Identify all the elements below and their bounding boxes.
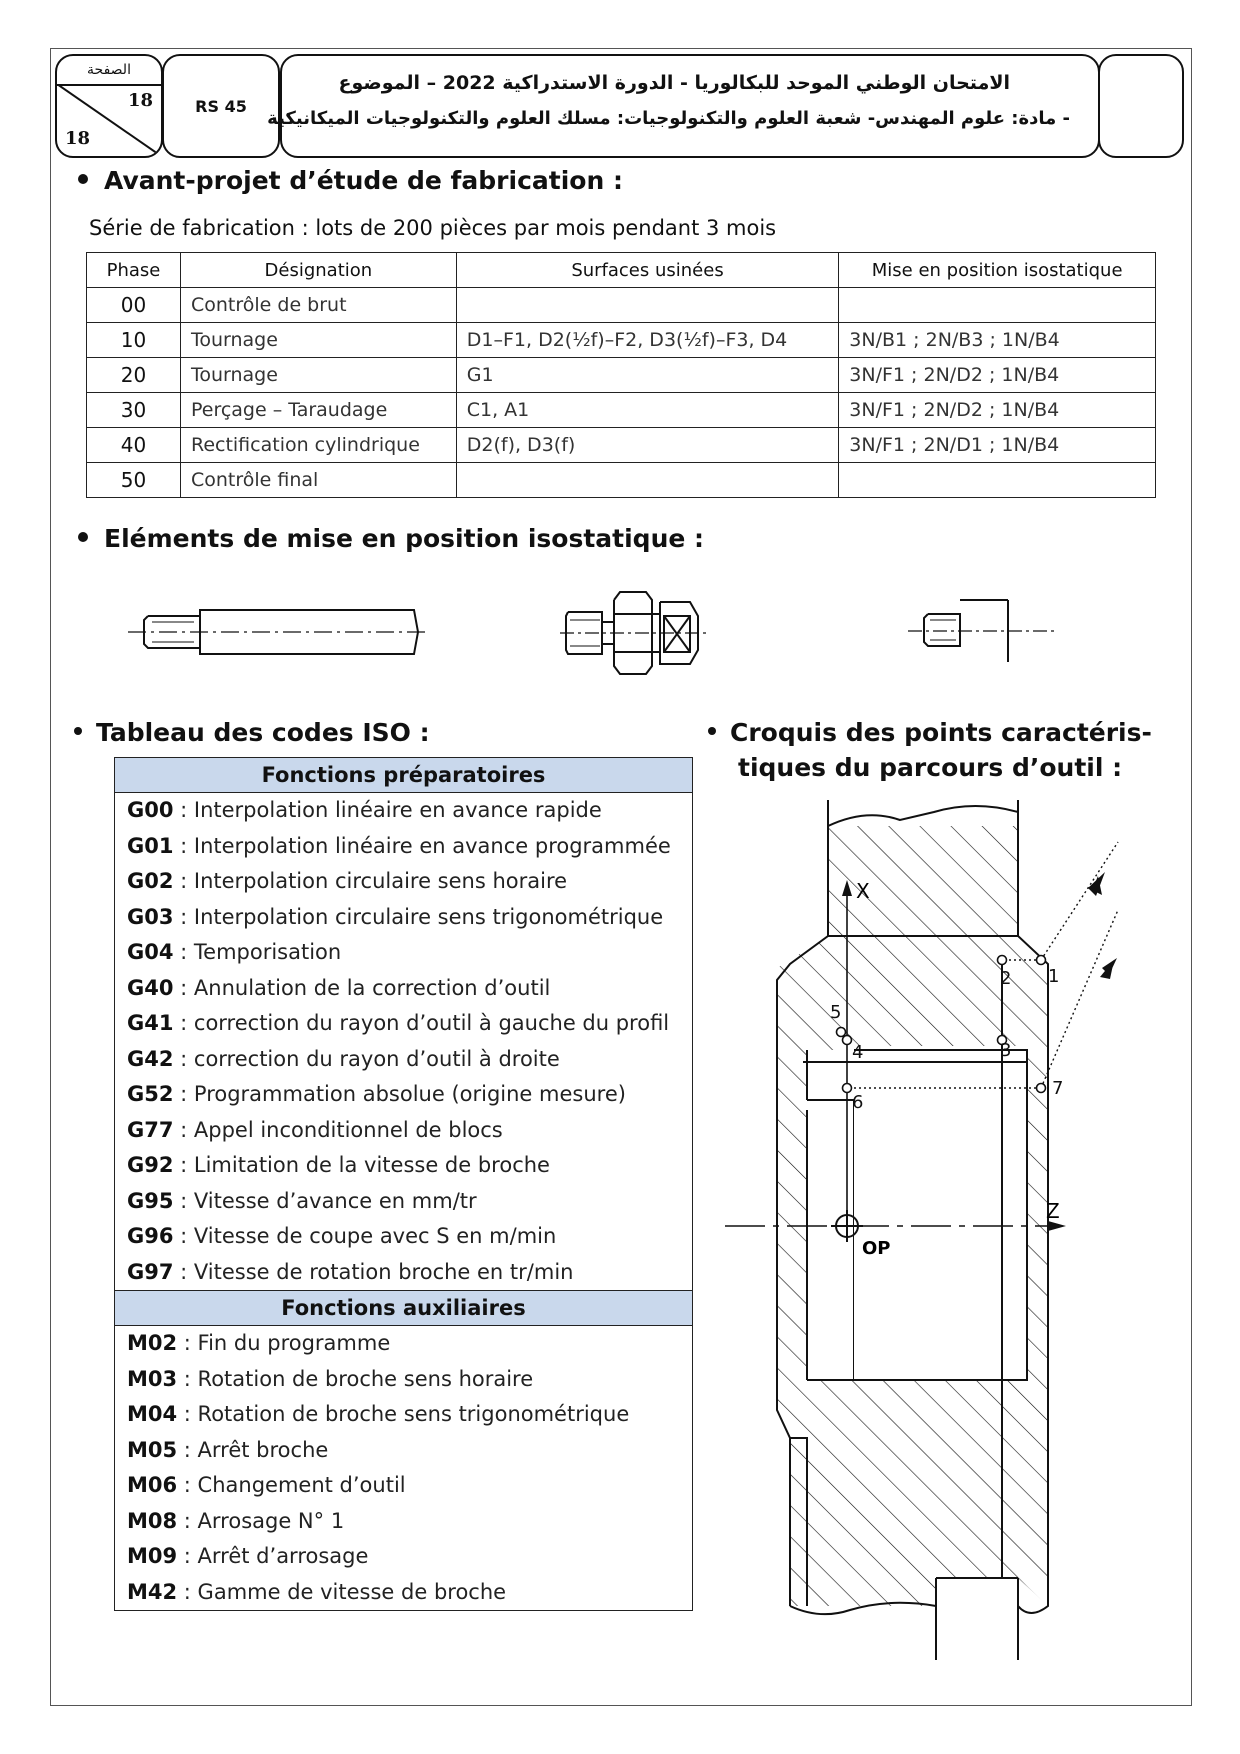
- list-item: M42 : Gamme de vitesse de broche: [127, 1579, 507, 1604]
- croquis-heading-line2: tiques du parcours d’outil :: [738, 753, 1123, 782]
- croquis-heading: Croquis des points caractéris-: [708, 718, 1152, 747]
- page-total: 18: [65, 128, 91, 149]
- support-pin-drawing: [908, 590, 1056, 672]
- blank-header-box: [1098, 54, 1184, 158]
- surfaces-cell: [456, 288, 839, 323]
- z-axis-label: Z: [1046, 1199, 1060, 1223]
- list-item: M09 : Arrêt d’arrosage: [127, 1544, 369, 1568]
- list-item: M06 : Changement d’outil: [127, 1473, 406, 1497]
- exam-title-line2: - مادة: علوم المهندس- شعبة العلوم والتكنولوجيات: مسلك العلوم والتكنولوجيات الميكانيكية: [267, 108, 1070, 129]
- list-item: G97 : Vitesse de rotation broche en tr/min: [127, 1259, 574, 1284]
- mip-cell: 3N/F1 ; 2N/D1 ; 1N/B4: [839, 428, 1156, 463]
- designation-cell: Contrôle final: [180, 463, 456, 498]
- x-axis-label: X: [856, 879, 870, 903]
- table-row: [87, 463, 1156, 498]
- list-item: G04 : Temporisation: [127, 940, 342, 964]
- phase-cell: 10: [87, 323, 181, 358]
- surfaces-cell: [456, 463, 839, 498]
- point-2: [998, 956, 1007, 965]
- list-item: G96 : Vitesse de coupe avec S en m/min: [127, 1224, 557, 1248]
- serie-text: Série de fabrication : lots de 200 pièces par mois pendant 3 mois: [89, 216, 777, 240]
- list-item: G77 : Appel inconditionnel de blocs: [127, 1117, 503, 1142]
- point-4: [843, 1036, 852, 1045]
- mip-cell: 3N/F1 ; 2N/D2 ; 1N/B4: [839, 358, 1156, 393]
- designation-cell: Tournage: [180, 323, 456, 358]
- bullet-icon: [78, 532, 88, 542]
- point-label-3: 3: [1000, 1040, 1012, 1061]
- list-item: G52 : Programmation absolue (origine mesure): [127, 1082, 626, 1106]
- surfaces-cell: C1, A1: [456, 393, 839, 428]
- mip-cell: 3N/F1 ; 2N/D2 ; 1N/B4: [839, 393, 1156, 428]
- bullet-icon: [78, 174, 88, 184]
- avant-projet-heading: Avant-projet d’étude de fabrication :: [78, 166, 623, 195]
- designation-cell: Perçage – Taraudage: [180, 393, 456, 428]
- list-item: G92 : Limitation de la vitesse de broche: [127, 1153, 550, 1177]
- point-label-2: 2: [1000, 968, 1012, 989]
- prep-functions-title: Fonctions préparatoires: [115, 758, 692, 793]
- phase-cell: 50: [87, 463, 181, 498]
- list-item: G41 : correction du rayon d’outil à gauche du profil: [127, 1011, 670, 1035]
- page-label: الصفحة: [57, 56, 161, 86]
- point-6: [843, 1084, 852, 1093]
- elements-heading: Eléments de mise en position isostatique :: [78, 524, 704, 553]
- point-label-4: 4: [852, 1042, 864, 1063]
- mip-cell: [839, 288, 1156, 323]
- list-item: M05 : Arrêt broche: [127, 1437, 329, 1462]
- point-7: [1037, 1084, 1046, 1093]
- page-number-box: [55, 54, 163, 158]
- list-item: M08 : Arrosage N° 1: [127, 1508, 345, 1533]
- table-row: [87, 428, 1156, 463]
- col-designation: Désignation: [180, 253, 456, 288]
- list-item: G02 : Interpolation circulaire sens horaire: [127, 869, 568, 893]
- col-phase: Phase: [87, 253, 181, 288]
- origin-label: OP: [862, 1238, 891, 1259]
- table-row: [87, 393, 1156, 428]
- exam-title-line1: الامتحان الوطني الموحد للبكالوريا - الدورة الاستدراكية 2022 – الموضوع: [338, 72, 1010, 94]
- adjustable-support-drawing: [560, 586, 710, 680]
- toolpath-sketch: [720, 800, 1150, 1660]
- iso-codes-table: [114, 757, 693, 1611]
- list-item: G03 : Interpolation circulaire sens trigonométrique: [127, 904, 664, 929]
- exam-code: RS 45: [195, 96, 247, 116]
- point-5: [837, 1028, 846, 1037]
- designation-cell: Rectification cylindrique: [180, 428, 456, 463]
- bullet-icon: [74, 727, 82, 735]
- page-current: 18: [127, 90, 153, 111]
- table-row: [87, 358, 1156, 393]
- iso-heading: Tableau des codes ISO :: [74, 718, 430, 747]
- point-label-6: 6: [852, 1092, 864, 1113]
- phase-table: [86, 252, 1156, 498]
- list-item: M03 : Rotation de broche sens horaire: [127, 1366, 534, 1391]
- list-item: M02 : Fin du programme: [127, 1331, 391, 1355]
- exam-title-box: [267, 54, 1100, 158]
- point-label-5: 5: [830, 1002, 842, 1023]
- surfaces-cell: D2(f), D3(f): [456, 428, 839, 463]
- col-mip: Mise en position isostatique: [839, 253, 1156, 288]
- designation-cell: Contrôle de brut: [180, 288, 456, 323]
- table-row: [87, 288, 1156, 323]
- list-item: G00 : Interpolation linéaire en avance rapide: [127, 798, 602, 822]
- point-label-1: 1: [1048, 966, 1060, 987]
- mip-cell: 3N/B1 ; 2N/B3 ; 1N/B4: [839, 323, 1156, 358]
- list-item: M04 : Rotation de broche sens trigonométrique: [127, 1402, 630, 1426]
- centering-pin-drawing: [128, 592, 428, 672]
- col-surfaces: Surfaces usinées: [456, 253, 839, 288]
- phase-cell: 00: [87, 288, 181, 323]
- table-row: [87, 323, 1156, 358]
- surfaces-cell: D1–F1, D2(½f)–F2, D3(½f)–F3, D4: [456, 323, 839, 358]
- mip-cell: [839, 463, 1156, 498]
- designation-cell: Tournage: [180, 358, 456, 393]
- phase-cell: 40: [87, 428, 181, 463]
- phase-table-header: [87, 253, 1156, 288]
- point-1: [1037, 956, 1046, 965]
- point-label-7: 7: [1052, 1078, 1064, 1099]
- surfaces-cell: G1: [456, 358, 839, 393]
- aux-functions-title: Fonctions auxiliaires: [115, 1290, 692, 1326]
- phase-cell: 30: [87, 393, 181, 428]
- list-item: G40 : Annulation de la correction d’outil: [127, 975, 551, 1000]
- list-item: G95 : Vitesse d’avance en mm/tr: [127, 1188, 477, 1213]
- exam-code-box: [162, 54, 280, 158]
- phase-cell: 20: [87, 358, 181, 393]
- bullet-icon: [708, 727, 716, 735]
- list-item: G01 : Interpolation linéaire en avance programmée: [127, 833, 671, 858]
- list-item: G42 : correction du rayon d’outil à droite: [127, 1046, 560, 1071]
